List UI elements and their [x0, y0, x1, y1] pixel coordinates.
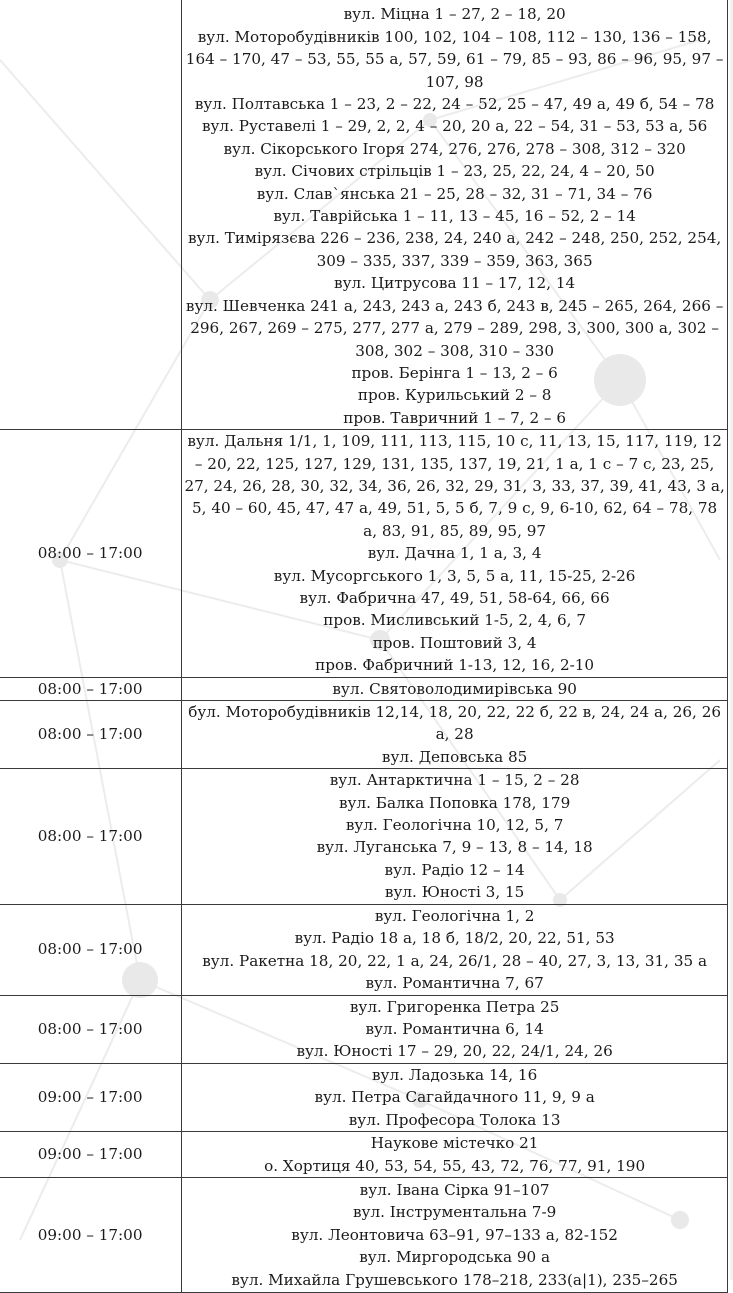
time-cell: 08:00 – 17:00	[0, 995, 182, 1063]
address-line: пров. Курильський 2 – 8	[357, 386, 552, 405]
address-line: вул. Геологічна 10, 12, 5, 7	[345, 816, 564, 835]
address-line: вул. Дачна 1, 1 а, 3, 4	[367, 544, 542, 563]
address-line: пров. Мисливський 1-5, 2, 4, 6, 7	[323, 611, 586, 630]
address-line: Наукове містечко 21	[370, 1134, 539, 1153]
address-line: вул. Професора Толока 13	[348, 1110, 561, 1129]
address-line: вул. Антарктична 1 – 15, 2 – 28	[329, 771, 580, 790]
address-cell	[182, 430, 728, 677]
address-line: вул. Радіо 18 а, 18 б, 18/2, 20, 22, 51, 53	[294, 929, 615, 948]
address-line: вул. Полтавська 1 – 23, 2 – 22, 24 – 52, 25 – 47, 49 а, 49 б, 54 – 78	[194, 95, 715, 114]
address-line: вул. Михайла Грушевського 178–218, 233(а|1), 235–265	[231, 1270, 678, 1289]
address-cell	[182, 769, 728, 904]
address-cell	[182, 1132, 728, 1178]
table-row	[0, 995, 728, 1063]
address-line: вул. Петра Сагайдачного 11, 9, 9 а	[314, 1088, 595, 1107]
address-line: вул. Цитрусова 11 – 17, 12, 14	[334, 274, 576, 293]
time-cell	[0, 0, 182, 430]
time-cell: 09:00 – 17:00	[0, 1132, 182, 1178]
address-line: вул. Мусоргського 1, 3, 5, 5 а, 11, 15-25, 2-26	[273, 566, 636, 585]
time-cell: 08:00 – 17:00	[0, 677, 182, 700]
address-line: бул. Моторобудівників 12,14, 18, 20, 22, 22 б, 22 в, 24, 24 а, 26, 26 а, 28	[188, 703, 722, 744]
address-cell	[182, 1063, 728, 1131]
address-line: вул. Дальня 1/1, 1, 109, 111, 113, 115, 10 с, 11, 13, 15, 117, 119, 12 – 20, 22, 125, 127, 129, 131, 135, 137, 19, 21, 1 а, 1 с – 7 с, 23, 25, 27, 24, 26, 28, 30, 32, 34, 36, 26, 32, 29, 31, 3, 33, 37, 39, 41, 43, 3 а, 5, 40 – 60, 45, 47, 47 а, 49, 51, 5, 5 б, 7, 9 с, 9, 6-10, 62, 64 – 78, 78 а, 83, 91, 85, 89, 95, 97	[184, 432, 725, 540]
address-line: вул. Сікорського Ігоря 274, 276, 276, 278 – 308, 312 – 320	[223, 139, 686, 158]
address-line: вул. Юності 3, 15	[384, 883, 525, 902]
time-cell: 08:00 – 17:00	[0, 769, 182, 904]
table-row	[0, 0, 728, 430]
time-cell: 09:00 – 17:00	[0, 1178, 182, 1293]
address-cell	[182, 904, 728, 995]
table-row	[0, 1178, 728, 1293]
address-line: пров. Берінга 1 – 13, 2 – 6	[351, 363, 558, 382]
address-line: вул. Шевченка 241 а, 243, 243 а, 243 б, 243 в, 245 – 265, 264, 266 – 296, 267, 269 – 275, 277, 277 а, 279 – 289, 298, 3, 300, 300 а, 302 – 308, 302 – 308, 310 – 330	[185, 296, 724, 360]
address-line: вул. Фабрична 47, 49, 51, 58-64, 66, 66	[299, 588, 610, 607]
address-line: вул. Леонтовича 63–91, 97–133 а, 82-152	[291, 1225, 618, 1244]
address-line: вул. Ладозька 14, 16	[372, 1065, 538, 1084]
address-line: вул. Луганська 7, 9 – 13, 8 – 14, 18	[316, 838, 593, 857]
table-row	[0, 1132, 728, 1178]
address-cell	[182, 677, 728, 700]
address-line: вул. Геологічна 1, 2	[374, 906, 535, 925]
address-line: вул. Миргородська 90 а	[359, 1248, 551, 1267]
table-row	[0, 1063, 728, 1131]
address-line: вул. Міцна 1 – 27, 2 – 18, 20	[343, 5, 566, 24]
address-line: вул. Моторобудівників 100, 102, 104 – 108, 112 – 130, 136 – 158, 164 – 170, 47 – 53, 55, 55 а, 57, 59, 61 – 79, 85 – 93, 86 – 96, 95, 97 – 107, 98	[185, 27, 724, 91]
address-line: вул. Ракетна 18, 20, 22, 1 а, 24, 26/1, 28 – 40, 27, 3, 13, 31, 35 а	[202, 951, 708, 970]
address-line: вул. Івана Сірка 91–107	[359, 1181, 550, 1200]
time-cell: 08:00 – 17:00	[0, 904, 182, 995]
address-cell	[182, 1178, 728, 1293]
address-line: вул. Таврійська 1 – 11, 13 – 45, 16 – 52, 2 – 14	[273, 207, 636, 226]
address-line: вул. Інструментальна 7-9	[353, 1203, 557, 1222]
address-line: вул. Романтична 7, 67	[365, 974, 544, 993]
address-line: вул. Тимірязєва 226 – 236, 238, 24, 240 а, 242 – 248, 250, 252, 254, 309 – 335, 337, 339 – 359, 363, 365	[187, 229, 722, 270]
table-row	[0, 430, 728, 677]
table-row	[0, 701, 728, 769]
table-row	[0, 769, 728, 904]
address-line: пров. Фабричний 1-13, 12, 16, 2-10	[315, 656, 595, 675]
address-line: пров. Поштовий 3, 4	[372, 633, 537, 652]
time-cell: 08:00 – 17:00	[0, 701, 182, 769]
table-row	[0, 677, 728, 700]
time-cell: 08:00 – 17:00	[0, 430, 182, 677]
address-cell	[182, 995, 728, 1063]
time-cell: 09:00 – 17:00	[0, 1063, 182, 1131]
address-line: вул. Слав`янська 21 – 25, 28 – 32, 31 – 71, 34 – 76	[256, 184, 653, 203]
address-line: вул. Балка Поповка 178, 179	[339, 793, 571, 812]
address-line: вул. Січових стрільців 1 – 23, 25, 22, 24, 4 – 20, 50	[254, 162, 655, 181]
table-row	[0, 904, 728, 995]
address-line: пров. Тавричний 1 – 7, 2 – 6	[343, 408, 567, 427]
address-line: вул. Юності 17 – 29, 20, 22, 24/1, 24, 26	[296, 1042, 613, 1061]
address-line: вул. Деповська 85	[381, 747, 528, 766]
address-line: вул. Григоренка Петра 25	[349, 997, 560, 1016]
address-cell	[182, 0, 728, 430]
address-line: вул. Романтична 6, 14	[365, 1020, 544, 1039]
address-line: вул. Радіо 12 – 14	[384, 860, 525, 879]
address-line: вул. Руставелі 1 – 29, 2, 2, 4 – 20, 20 а, 22 – 54, 31 – 53, 53 а, 56	[201, 117, 708, 136]
address-line: о. Хортиця 40, 53, 54, 55, 43, 72, 76, 77, 91, 190	[264, 1156, 646, 1175]
address-line: вул. Святоволодимирівська 90	[332, 679, 577, 698]
address-cell	[182, 701, 728, 769]
